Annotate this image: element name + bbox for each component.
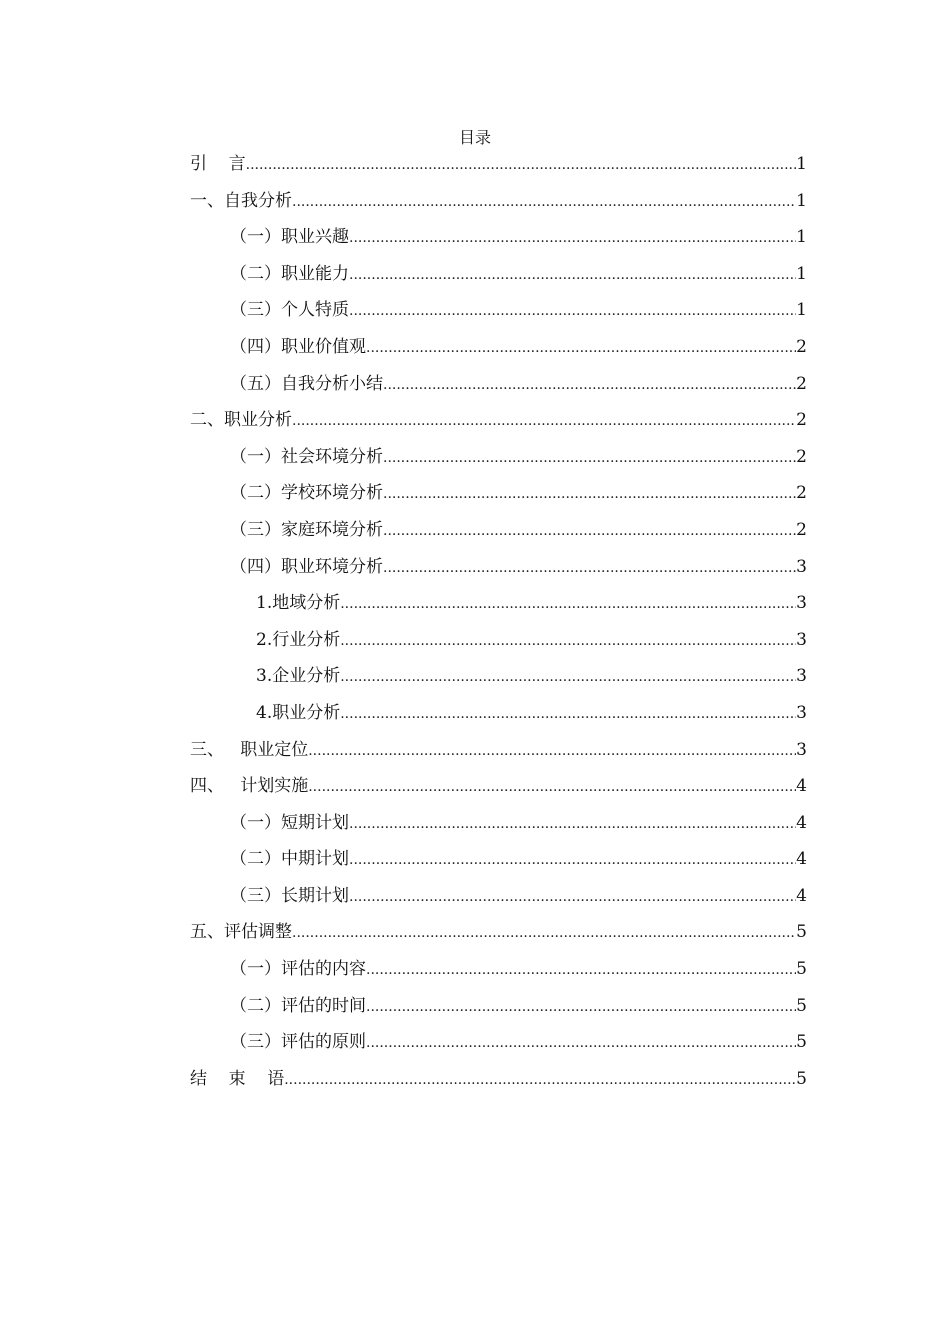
toc-entry[interactable] [190, 370, 807, 407]
toc-page-number: 2 [796, 410, 807, 431]
toc-entry[interactable] [190, 736, 807, 773]
toc-entry-label: 引 言 [190, 154, 246, 174]
toc-dot-leader [366, 993, 796, 1021]
toc-entry[interactable] [190, 150, 807, 187]
toc-page-number: 5 [796, 959, 807, 980]
toc-entry[interactable] [190, 1028, 807, 1065]
toc-dot-leader [349, 846, 796, 874]
toc-entry[interactable] [190, 1065, 807, 1102]
toc-entry-label: 结 束 语 [190, 1068, 285, 1089]
toc-page-number: 2 [796, 373, 807, 394]
toc-page-number: 2 [796, 446, 807, 467]
toc-dot-leader [340, 627, 796, 655]
toc-entry[interactable] [190, 260, 807, 297]
toc-page-number: 1 [796, 227, 807, 248]
toc-entry[interactable] [190, 187, 807, 224]
toc-page-number: 4 [796, 849, 807, 870]
toc-dot-leader [366, 1029, 796, 1057]
toc-page-number: 2 [796, 483, 807, 504]
toc-dot-leader [246, 151, 797, 179]
toc-dot-leader [292, 407, 796, 435]
toc-page-number: 5 [796, 1068, 807, 1089]
toc-page-number: 4 [796, 885, 807, 906]
toc-page-number: 1 [796, 300, 807, 321]
toc-entry-label: 3.企业分析 [256, 666, 341, 687]
toc-entry[interactable] [190, 809, 807, 846]
toc-entry-label: 1.地域分析 [256, 593, 341, 614]
toc-entry[interactable] [190, 443, 807, 480]
toc-page-number: 4 [796, 776, 807, 797]
toc-entry[interactable] [190, 479, 807, 516]
toc-dot-leader [383, 517, 796, 545]
toc-dot-leader [366, 956, 796, 984]
toc-dot-leader [340, 700, 796, 728]
toc-dot-leader [349, 810, 796, 838]
toc-entry[interactable] [190, 296, 807, 333]
toc-dot-leader [340, 663, 796, 691]
toc-entry[interactable] [190, 955, 807, 992]
toc-entry[interactable] [190, 626, 807, 663]
toc-page-number: 2 [796, 519, 807, 540]
toc-entry-label: （二）学校环境分析 [230, 483, 383, 504]
toc-entry-label: （四）职业环境分析 [230, 556, 383, 577]
toc-entry-label: （一）评估的内容 [230, 959, 366, 980]
toc-entry-label: （二）中期计划 [230, 849, 349, 870]
toc-page-number: 4 [796, 812, 807, 833]
toc-dot-leader [292, 188, 796, 216]
toc-entry-label: （三）个人特质 [230, 300, 349, 321]
toc-page-number: 1 [796, 263, 807, 284]
toc-entry-label: （二）评估的时间 [230, 995, 366, 1016]
toc-page-number: 5 [796, 1032, 807, 1053]
toc-dot-leader [349, 261, 796, 289]
toc-page-number: 3 [796, 739, 807, 760]
toc-entry[interactable] [190, 406, 807, 443]
toc-dot-leader [308, 773, 796, 801]
toc-page-number: 3 [796, 702, 807, 723]
toc-entry[interactable] [190, 992, 807, 1029]
toc-entry[interactable] [190, 553, 807, 590]
toc-dot-leader [340, 590, 796, 618]
toc-entry[interactable] [190, 662, 807, 699]
toc-entry-label: （三）家庭环境分析 [230, 519, 383, 540]
toc-entry-label: 四、 计划实施 [190, 776, 309, 797]
toc-entry-label: 三、 职业定位 [190, 739, 309, 760]
toc-page-number: 3 [796, 593, 807, 614]
toc-dot-leader [349, 883, 796, 911]
toc-dot-leader [308, 737, 796, 765]
toc-entry-label: （三）长期计划 [230, 885, 349, 906]
toc-entry[interactable] [190, 223, 807, 260]
toc-entry-label: 五、评估调整 [190, 922, 292, 943]
toc-entry-label: 二、职业分析 [190, 410, 292, 431]
toc-entry-label: （一）职业兴趣 [230, 227, 349, 248]
toc-entry-label: （二）职业能力 [230, 263, 349, 284]
toc-entry[interactable] [190, 772, 807, 809]
toc-dot-leader [383, 444, 796, 472]
toc-dot-leader [349, 297, 796, 325]
toc-dot-leader [383, 371, 796, 399]
toc-page-number: 3 [796, 629, 807, 650]
toc-entry[interactable] [190, 516, 807, 553]
toc-entry-label: （三）评估的原则 [230, 1032, 366, 1053]
toc-dot-leader [284, 1066, 796, 1094]
toc-entry-label: （四）职业价值观 [230, 336, 366, 357]
toc-entry[interactable] [190, 333, 807, 370]
toc-entry-label: 一、自我分析 [190, 190, 292, 211]
toc-entry[interactable] [190, 699, 807, 736]
toc-page-number: 1 [796, 154, 807, 174]
toc-entry[interactable] [190, 882, 807, 919]
toc-page-number: 3 [796, 666, 807, 687]
toc-entry-label: （一）社会环境分析 [230, 446, 383, 467]
toc-entry-label: 2.行业分析 [256, 629, 341, 650]
toc-dot-leader [383, 480, 796, 508]
toc-entry[interactable] [190, 918, 807, 955]
toc-page-number: 1 [796, 190, 807, 211]
table-of-contents [190, 150, 807, 1101]
toc-entry[interactable] [190, 845, 807, 882]
toc-entry-label: 4.职业分析 [256, 702, 341, 723]
toc-dot-leader [366, 334, 796, 362]
toc-title: 目录 [458, 128, 491, 147]
toc-entry-label: （五）自我分析小结 [230, 373, 383, 394]
toc-page-number: 2 [796, 336, 807, 357]
toc-dot-leader [383, 554, 796, 582]
toc-entry[interactable] [190, 589, 807, 626]
toc-entry-label: （一）短期计划 [230, 812, 349, 833]
toc-page-number: 5 [796, 995, 807, 1016]
toc-dot-leader [292, 919, 796, 947]
toc-page-number: 3 [796, 556, 807, 577]
toc-page-number: 5 [796, 922, 807, 943]
toc-dot-leader [349, 224, 796, 252]
